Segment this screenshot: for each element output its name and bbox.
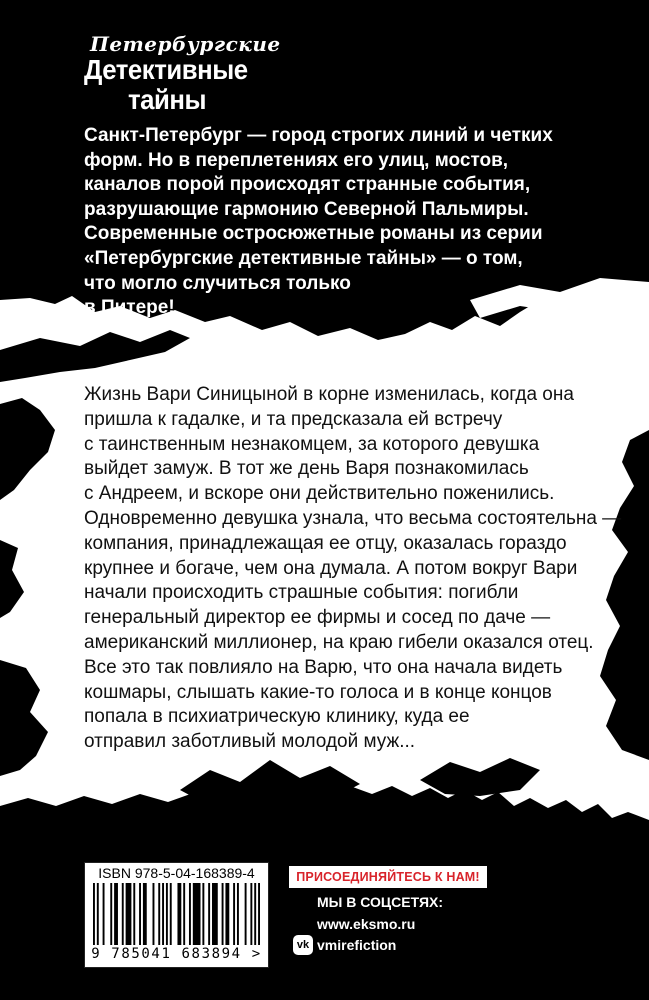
barcode-bar [133,883,135,945]
barcode-bar [258,883,260,945]
social-title: МЫ В СОЦСЕТЯХ: [317,894,444,910]
synopsis-line: пришла к гадалке, и та предсказала ей встречу [84,408,503,430]
barcode-bars [93,883,260,945]
barcode-bar [139,883,141,945]
series-line: Современные остросюжетные романы из серии [84,223,543,245]
logo-line-2: Детективные [84,54,248,85]
barcode-bar [162,883,164,945]
barcode-bar [122,883,124,945]
vk-link[interactable]: vmirefiction [317,937,397,953]
barcode-bar [208,883,210,945]
synopsis-line: выйдет замуж. В тот же день Варя познакомилась [84,458,529,480]
barcode-bar [97,883,99,945]
synopsis-line: американский миллионер, на краю гибели оказался отец. [84,631,594,653]
barcode-bar [126,883,132,945]
synopsis-line: кошмары, слышать какие-то голоса и в конце концов [84,681,552,703]
barcode-bar [225,883,229,945]
barcode-bar [193,883,201,945]
barcode-bar [237,883,239,945]
logo-line-1: Петербургские [90,32,281,56]
series-line: в Питере! [84,297,175,319]
synopsis-line: отправил заботливый молодой муж... [84,731,416,753]
barcode-bar [158,883,160,945]
synopsis-line: с Андреем, и вскоре они действительно поженились. [84,483,555,505]
series-logo [84,30,281,120]
barcode-bar [202,883,204,945]
barcode-bar [222,883,224,945]
barcode-bar [143,883,147,945]
isbn-barcode [84,862,269,968]
barcode-bar [93,883,95,945]
barcode-bar [245,883,247,945]
synopsis-line: Жизнь Вари Синицыной в корне изменилась, когда она [84,384,574,405]
barcode-bar [177,883,181,945]
isbn-text: ISBN 978-5-04-168389-4 [98,865,255,881]
synopsis-line: компания, принадлежащая ее отцу, оказалась гораздо [84,532,567,554]
join-us-badge: ПРИСОЕДИНЯЙТЕСЬ К НАМ! [289,866,487,888]
barcode-bar [233,883,235,945]
series-line: Санкт-Петербург — город строгих линий и четких [84,125,553,146]
series-line: каналов порой происходят странные события, [84,174,531,196]
synopsis-line: Все это так повлияло на Варю, что она начала видеть [84,656,563,678]
barcode-digits: 9 785041 683894 > [91,946,262,962]
series-line: «Петербургские детективные тайны» — о том, [84,247,523,269]
barcode-bar [170,883,172,945]
barcode-bar [166,883,168,945]
barcode-bar [250,883,252,945]
synopsis-line: Одновременно девушка узнала, что весьма состоятельна — [84,507,622,529]
synopsis-line: крупнее и богаче, чем она думала. А потом вокруг Вари [84,557,578,579]
barcode-bar [110,883,112,945]
series-line: форм. Но в переплетениях его улиц, мостов, [84,149,509,171]
barcode-bar [212,883,218,945]
barcode-bar [183,883,185,945]
website-link[interactable]: www.eksmo.ru [317,916,416,932]
book-synopsis [84,383,624,755]
synopsis-line: с таинственным незнакомцем, за которого девушка [84,433,540,455]
barcode-bar [103,883,105,945]
barcode-bar [189,883,191,945]
barcode-bar [153,883,155,945]
synopsis-line: начали происходить страшные события: погибли [84,582,519,604]
vk-icon: vk [293,935,313,955]
series-description [84,124,553,321]
barcode-bar [254,883,256,945]
synopsis-line: генеральный директор ее фирмы и сосед по даче — [84,607,551,629]
synopsis-line: попала в психиатрическую клинику, куда ее [84,706,470,728]
series-line: разрушающие гармонию Северной Пальмиры. [84,198,529,220]
logo-line-3: тайны [128,84,207,115]
barcode-bar [114,883,118,945]
series-line: что могло случиться только [84,272,351,294]
